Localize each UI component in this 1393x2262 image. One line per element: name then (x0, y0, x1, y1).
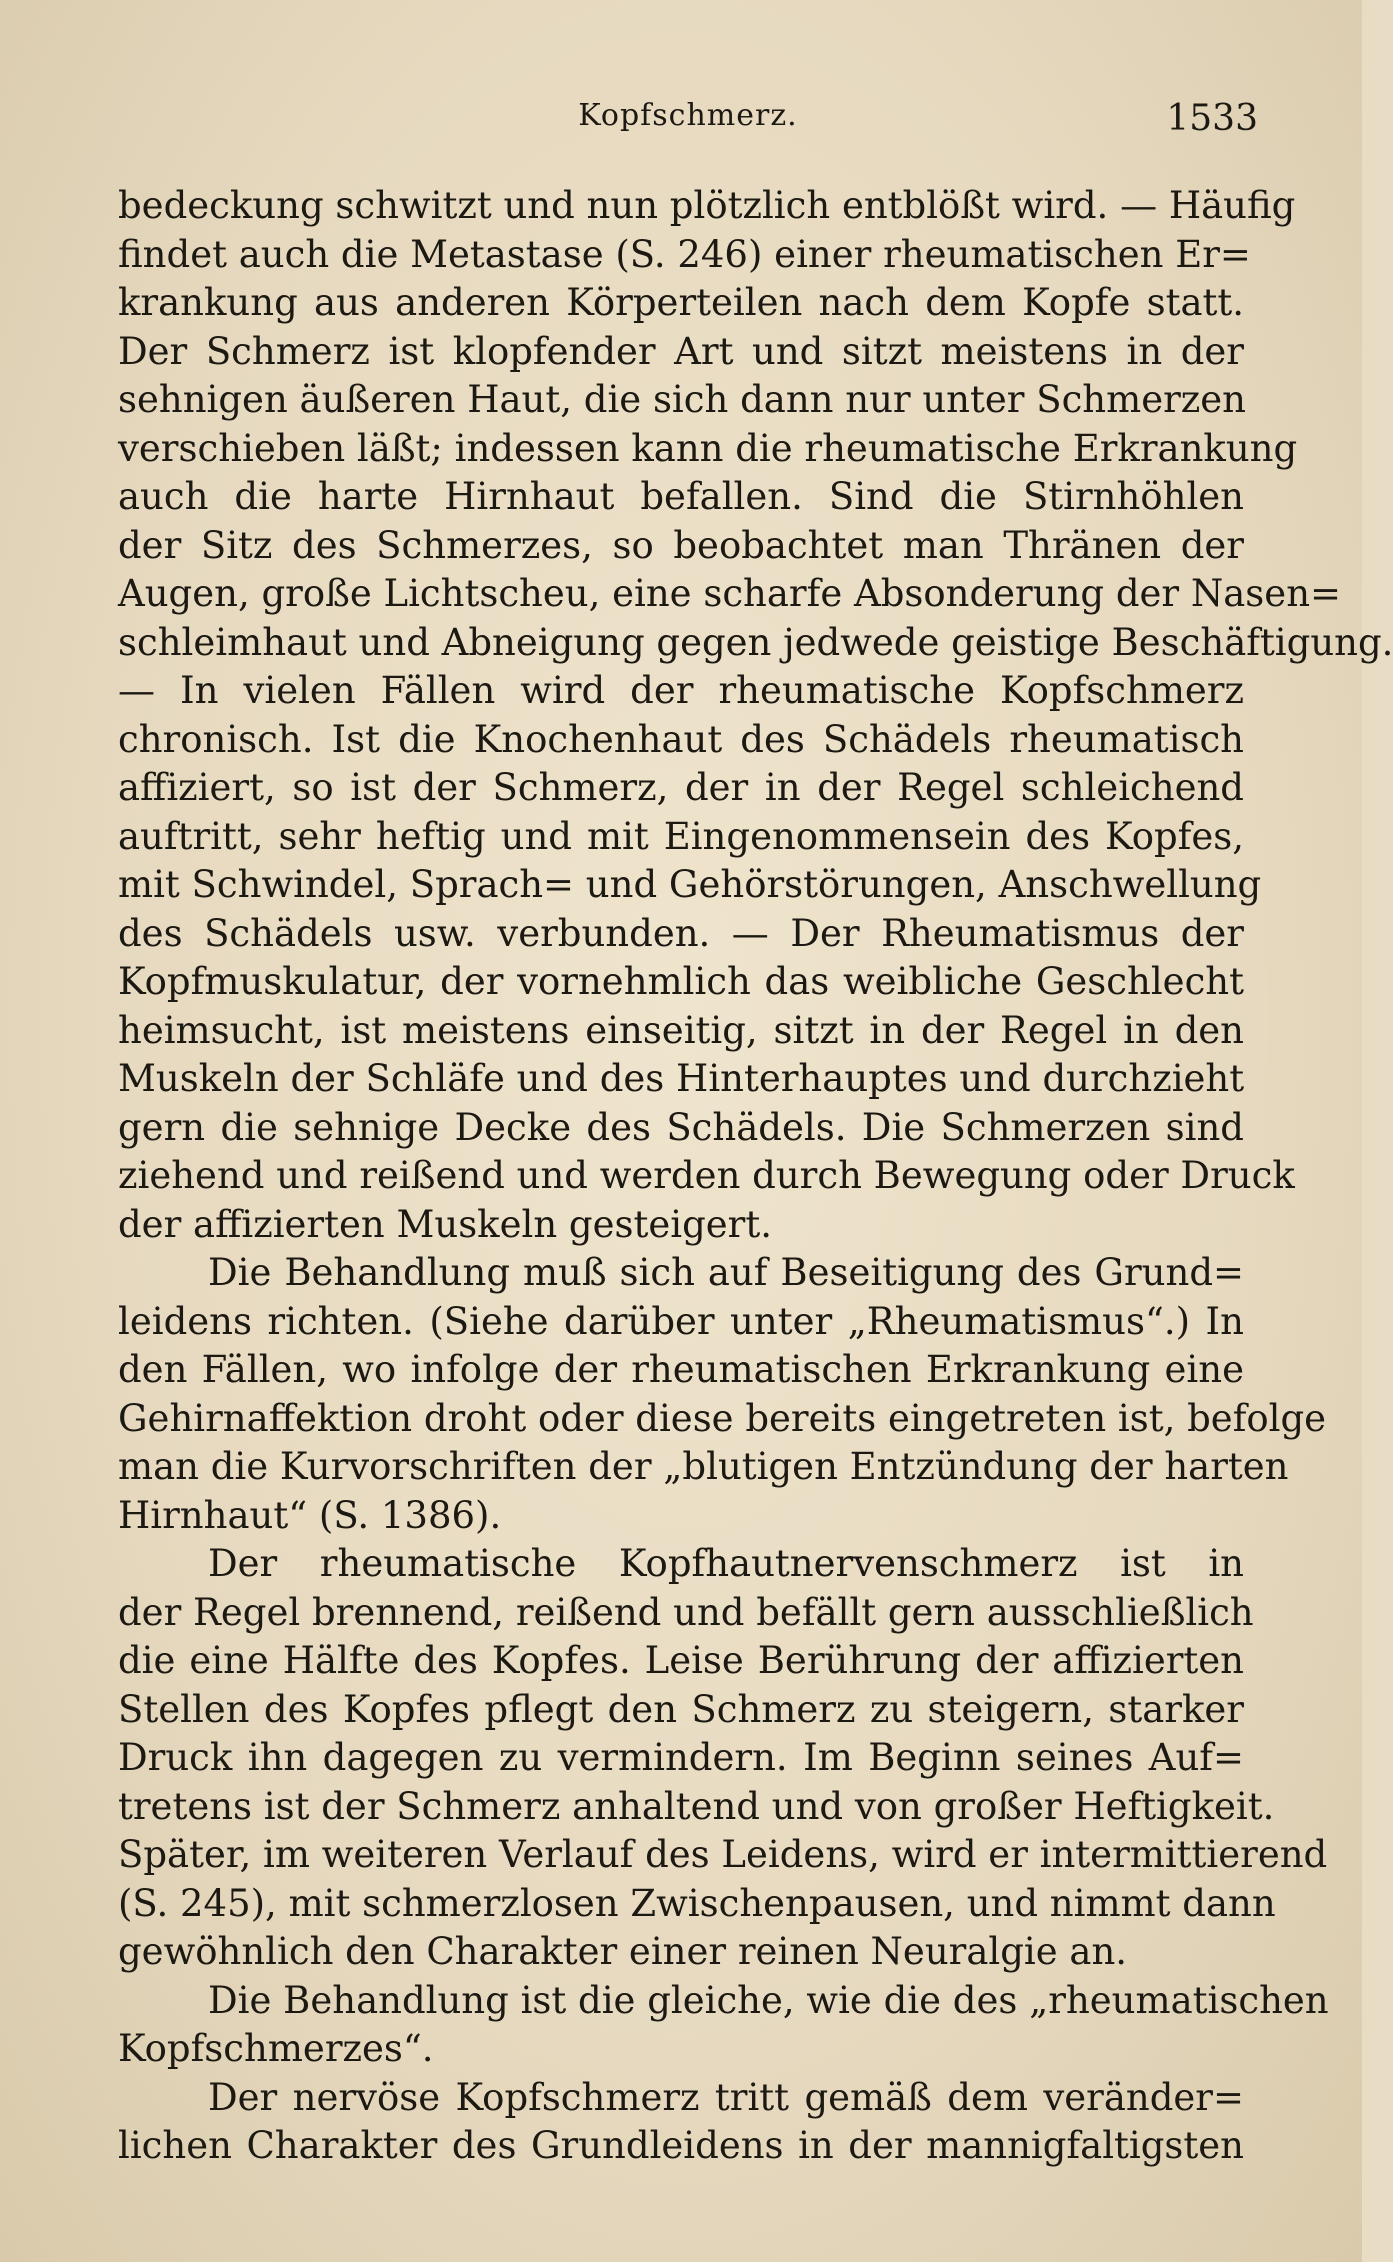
text-line: auftritt, sehr heftig und mit Eingenommensein des Kopfes, (118, 814, 1244, 858)
text-line: den Fällen, wo infolge der rheumatischen Erkrankung eine (118, 1348, 1244, 1391)
text-line: leidens richten. (Siehe darüber unter „Rheumatismus“.) In (118, 1299, 1244, 1343)
text-line: Die Behandlung ist die gleiche, wie die des „rheumatischen (208, 1978, 1329, 2022)
page-number: 1533 (1166, 98, 1258, 139)
text-line: Kopfschmerzes“. (118, 2027, 434, 2070)
text-line: chronisch. Ist die Knochenhaut des Schädels rheumatisch (118, 717, 1244, 761)
text-line: Der nervöse Kopfschmerz tritt gemäß dem veränder= (208, 2075, 1244, 2119)
text-line: heimsucht, ist meistens einseitig, sitzt in der Regel in den (118, 1008, 1244, 1052)
text-line: Später, im weiteren Verlauf des Leidens, wird er intermittierend (118, 1833, 1328, 1876)
text-line: gern die sehnige Decke des Schädels. Die Schmerzen sind (118, 1105, 1244, 1149)
text-line: schleimhaut und Abneigung gegen jedwede geistige Beschäftigung. (118, 620, 1393, 664)
text-line: findet auch die Metastase (S. 246) einer rheumatischen Er= (118, 232, 1251, 276)
text-line: Stellen des Kopfes pflegt den Schmerz zu steigern, starker (118, 1687, 1244, 1731)
body-text (118, 182, 1393, 2171)
text-line: sehnigen äußeren Haut, die sich dann nur unter Schmerzen (118, 378, 1247, 421)
text-line: Der Schmerz ist klopfender Art und sitzt meistens in der (118, 329, 1244, 373)
text-line: der affizierten Muskeln gesteigert. (118, 1202, 772, 1246)
text-line: bedeckung schwitzt und nun plötzlich entblößt wird. — Häufig (118, 184, 1296, 227)
text-line: Muskeln der Schläfe und des Hinterhauptes und durchzieht (118, 1057, 1245, 1100)
text-line: affiziert, so ist der Schmerz, der in der Regel schleichend (118, 766, 1244, 809)
text-line: Kopfmuskulatur, der vornehmlich das weibliche Geschlecht (118, 960, 1244, 1003)
text-line: tretens ist der Schmerz anhaltend und von großer Heftigkeit. (118, 1784, 1275, 1828)
text-line: Der rheumatische Kopfhautnervenschmerz ist in (208, 1542, 1244, 1585)
page-header (118, 98, 1258, 148)
text-line: Hirnhaut“ (S. 1386). (118, 1493, 502, 1537)
text-line: Druck ihn dagegen zu vermindern. Im Beginn seines Auf= (118, 1736, 1244, 1779)
text-line: Gehirnaffektion droht oder diese bereits eingetreten ist, befolge (118, 1396, 1327, 1440)
text-line: ziehend und reißend und werden durch Bewegung oder Druck (118, 1154, 1295, 1197)
text-line: der Regel brennend, reißend und befällt gern ausschließlich (118, 1590, 1254, 1634)
text-line: der Sitz des Schmerzes, so beobachtet man Thränen der (118, 523, 1244, 567)
text-line: man die Kurvorschriften der „blutigen Entzündung der harten (118, 1445, 1289, 1488)
text-line: mit Schwindel, Sprach= und Gehörstörungen, Anschwellung (118, 863, 1262, 906)
text-line: lichen Charakter des Grundleidens in der mannigfaltigsten (118, 2124, 1244, 2167)
text-line: die eine Hälfte des Kopfes. Leise Berührung der affizierten (118, 1639, 1244, 1682)
text-line: gewöhnlich den Charakter einer reinen Neuralgie an. (118, 1930, 1128, 1973)
running-head: Kopfschmerz. (578, 98, 798, 133)
text-line: Die Behandlung muß sich auf Beseitigung des Grund= (208, 1251, 1244, 1294)
text-line: krankung aus anderen Körperteilen nach dem Kopfe statt. (118, 281, 1244, 324)
text-line: — In vielen Fällen wird der rheumatische Kopfschmerz (118, 669, 1244, 712)
text-line: auch die harte Hirnhaut befallen. Sind die Stirnhöhlen (118, 475, 1244, 518)
text-line: Augen, große Lichtscheu, eine scharfe Absonderung der Nasen= (118, 572, 1342, 615)
text-line: verschieben läßt; indessen kann die rheumatische Erkrankung (118, 426, 1298, 470)
text-line: des Schädels usw. verbunden. — Der Rheumatismus der (118, 911, 1244, 955)
text-line: (S. 245), mit schmerzlosen Zwischenpausen, und nimmt dann (118, 1881, 1276, 1925)
